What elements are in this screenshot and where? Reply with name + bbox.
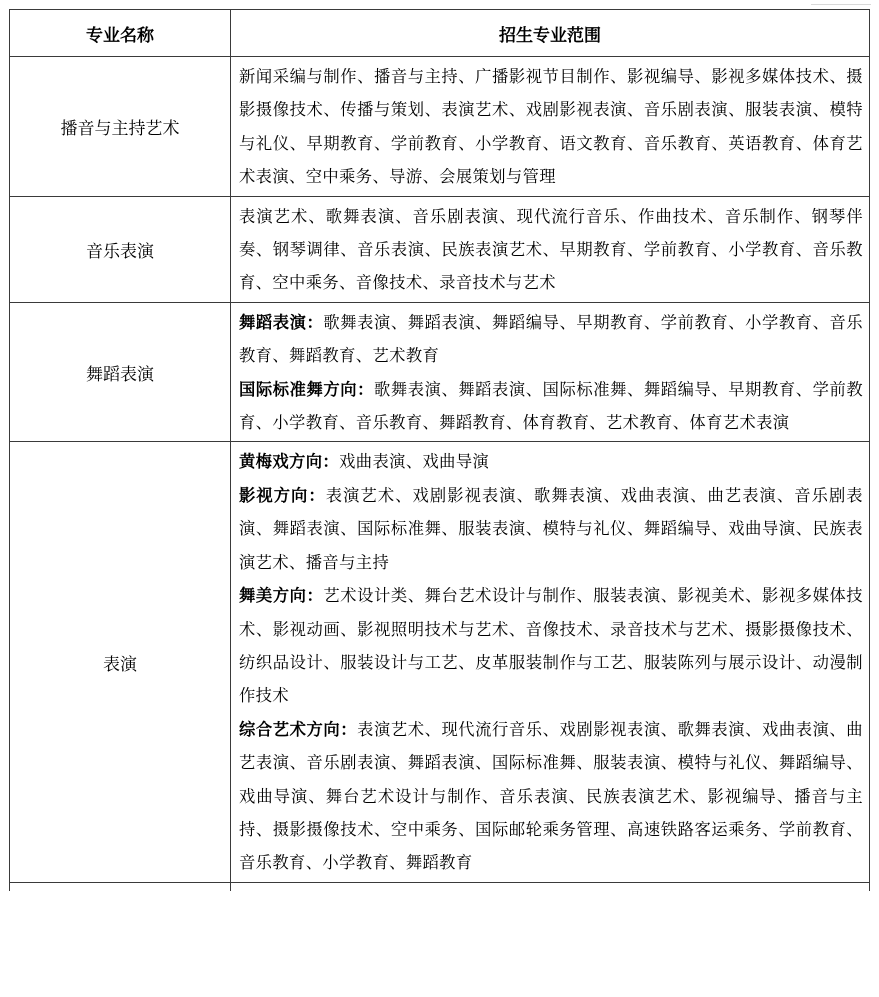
scope-text: 戏曲表演、戏曲导演: [339, 452, 490, 472]
scope-paragraph: [239, 713, 863, 880]
major-name-cell: 音乐表演: [10, 196, 231, 302]
major-name-cell: 表演: [10, 442, 231, 882]
major-scope-table: [9, 9, 870, 891]
table-row-performance: [10, 442, 870, 882]
major-name-cell: 播音与主持艺术: [10, 57, 231, 197]
scope-text: 歌舞表演、舞蹈表演、国际标准舞、舞蹈编导、早期教育、学前教育、小学教育、音乐教育、舞蹈教育、体育教育、艺术教育、体育艺术表演: [239, 379, 864, 433]
scope-paragraph: [239, 479, 863, 579]
scope-lead: 影视方向：: [239, 485, 326, 505]
scope-text: 表演艺术、现代流行音乐、戏剧影视表演、歌舞表演、戏曲表演、曲艺表演、音乐剧表演、舞蹈表演、国际标准舞、服装表演、模特与礼仪、舞蹈编导、戏曲导演、舞台艺术设计与制作、音乐表演、民族表演艺术、影视编导、播音与主持、摄影摄像技术、空中乘务、国际邮轮乘务管理、高速铁路客运乘务、学前教育、音乐教育、小学教育、舞蹈教育: [239, 719, 863, 873]
scope-paragraph: [239, 579, 863, 713]
scope-lead: 黄梅戏方向：: [239, 452, 340, 472]
header-major-name: 专业名称: [10, 10, 231, 57]
scope-cell: [231, 57, 870, 197]
table-row-music-performance: [10, 196, 870, 302]
table-row-broadcasting: [10, 57, 870, 197]
scope-paragraph: [239, 306, 863, 373]
major-name-cell: 舞蹈表演: [10, 302, 231, 442]
scope-lead: 舞蹈表演：: [239, 312, 324, 332]
table-header-row: [10, 10, 870, 57]
scope-paragraph: [239, 200, 863, 300]
scope-lead: 综合艺术方向：: [239, 719, 358, 739]
partial-cell: [231, 882, 870, 891]
table-row-partial: [10, 882, 870, 891]
enrollment-scope-document: [9, 9, 869, 891]
header-enrollment-scope: 招生专业范围: [231, 10, 870, 57]
scope-cell: [231, 302, 870, 442]
scope-lead: 舞美方向：: [239, 586, 324, 606]
scope-cell: [231, 442, 870, 882]
table-row-dance-performance: [10, 302, 870, 442]
scope-paragraph: [239, 60, 863, 194]
scope-text: 歌舞表演、舞蹈表演、舞蹈编导、早期教育、学前教育、小学教育、音乐教育、舞蹈教育、艺术教育: [239, 312, 863, 366]
scope-paragraph: [239, 373, 863, 440]
page-edge-mark: [811, 0, 871, 5]
scope-text: 表演艺术、歌舞表演、音乐剧表演、现代流行音乐、作曲技术、音乐制作、钢琴伴奏、钢琴调律、音乐表演、民族表演艺术、早期教育、学前教育、小学教育、音乐教育、空中乘务、音像技术、录音技术与艺术: [239, 206, 863, 293]
scope-text: 新闻采编与制作、播音与主持、广播影视节目制作、影视编导、影视多媒体技术、摄影摄像技术、传播与策划、表演艺术、戏剧影视表演、音乐剧表演、服装表演、模特与礼仪、早期教育、学前教育、小学教育、语文教育、音乐教育、英语教育、体育艺术表演、空中乘务、导游、会展策划与管理: [239, 67, 863, 187]
scope-paragraph: [239, 445, 863, 478]
partial-cell: [10, 882, 231, 891]
scope-lead: 国际标准舞方向：: [239, 379, 374, 399]
scope-text: 艺术设计类、舞台艺术设计与制作、服装表演、影视美术、影视多媒体技术、影视动画、影视照明技术与艺术、音像技术、录音技术与艺术、摄影摄像技术、纺织品设计、服装设计与工艺、皮革服装制作与工艺、服装陈列与展示设计、动漫制作技术: [239, 586, 863, 706]
scope-text: 表演艺术、戏剧影视表演、歌舞表演、戏曲表演、曲艺表演、音乐剧表演、舞蹈表演、国际标准舞、服装表演、模特与礼仪、舞蹈编导、戏曲导演、民族表演艺术、播音与主持: [239, 485, 863, 572]
scope-cell: [231, 196, 870, 302]
